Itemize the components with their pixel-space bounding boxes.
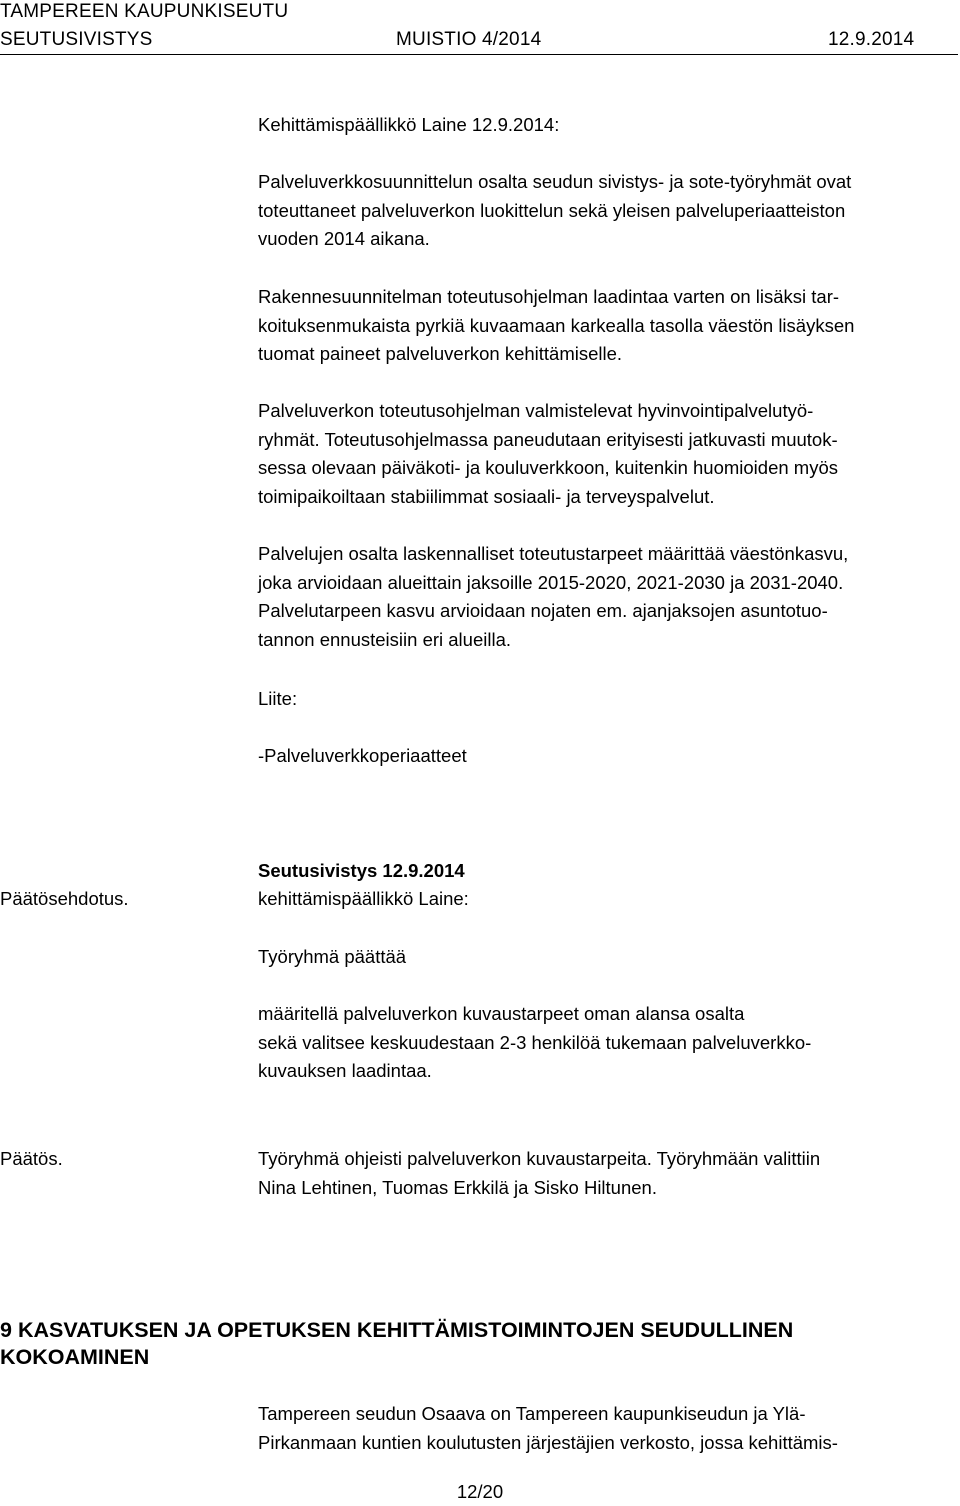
section-line: Tampereen seudun Osaava on Tampereen kaupunkiseudun ja Ylä- [258,1403,806,1424]
paragraph-line: sessa olevaan päiväkoti- ja kouluverkkoon, kuitenkin huomioiden myös [258,457,838,478]
attachment-label: Liite: [258,688,298,709]
paragraph-line: ryhmät. Toteutusohjelmassa paneudutaan erityisesti jatkuvasti muutok- [258,428,838,450]
proposal-decides: Työryhmä päättää [258,946,407,967]
paragraph-line: Rakennesuunnitelman toteutusohjelman laadintaa varten on lisäksi tar- [258,286,840,307]
paragraph-line: Palvelutarpeen kasvu arvioidaan nojaten em. ajanjaksojen asuntotuo- [258,600,828,621]
page-number: 12/20 [456,1481,504,1502]
proposal-heading: Seutusivistys 12.9.2014 [258,860,465,881]
header-date: 12.9.2014 [828,29,915,50]
section-body [258,1400,958,1457]
attachment-item: -Palveluverkkoperiaatteet [258,745,467,766]
proposal-body [258,1000,958,1086]
proposal-line: kuvauksen laadintaa. [258,1060,432,1081]
header-doc: MUISTIO 4/2014 [396,29,542,50]
decision-line: Työryhmä ohjeisti palveluverkon kuvaustarpeita. Työryhmään valittiin [258,1148,821,1169]
proposal-line: sekä valitsee keskuudestaan 2-3 henkilöä tukemaan palveluverkko- [258,1031,812,1053]
paragraph-4 [258,540,958,654]
header-unit: SEUTUSIVISTYS [0,29,153,50]
section-title-line2: KOKOAMINEN [0,1345,150,1369]
paragraph-line: joka arvioidaan alueittain jaksoille 2015-2020, 2021-2030 ja 2031-2040. [258,571,844,593]
section-title-line1: KASVATUKSEN JA OPETUKSEN KEHITTÄMISTOIMINTOJEN SEUDULLINEN [17,1318,794,1342]
section-number: 9 [0,1318,12,1342]
section-line: Pirkanmaan kuntien koulutusten järjestäjien verkosto, jossa kehittämis- [258,1431,838,1453]
paragraph-line: tannon ennusteisiin eri alueilla. [258,628,512,650]
intro-text: Kehittämispäällikkö Laine 12.9.2014: [258,114,560,135]
decision-line: Nina Lehtinen, Tuomas Erkkilä ja Sisko Hiltunen. [258,1176,657,1198]
paragraph-line: tuomat paineet palveluverkon kehittämiselle. [258,343,623,364]
proposal-presenter: kehittämispäällikkö Laine: [258,888,469,909]
paragraph-line: Palveluverkkosuunnittelun osalta seudun sivistys- ja sote-työryhmät ovat [258,171,852,192]
decision-side-label: Päätös. [0,1148,63,1169]
proposal-side-label: Päätösehdotus. [0,888,129,909]
paragraph-line: Palveluverkon toteutusohjelman valmistelevat hyvinvointipalvelutyö- [258,400,814,421]
intro-line [258,111,958,140]
paragraph-line: toimipaikoiltaan stabiilimmat sosiaali- ja terveyspalvelut. [258,485,715,507]
paragraph-line: koituksenmukaista pyrkiä kuvaamaan karkealla tasolla väestön lisäyksen [258,314,855,336]
paragraph-line: Palvelujen osalta laskennalliset toteutustarpeet määrittää väestönkasvu, [258,543,849,564]
paragraph-3 [258,397,958,511]
paragraph-line: vuoden 2014 aikana. [258,228,430,249]
decision-body [258,1145,958,1202]
proposal-line: määritellä palveluverkon kuvaustarpeet oman alansa osalta [258,1003,745,1024]
paragraph-2 [258,283,958,369]
header-row [0,28,960,52]
paragraph-1 [258,168,958,254]
section-title [0,1317,958,1371]
paragraph-line: toteuttaneet palveluverkon luokittelun sekä yleisen palveluperiaatteiston [258,199,846,221]
header-rule [0,54,958,55]
header-org: TAMPEREEN KAUPUNKISEUTU [0,1,289,22]
